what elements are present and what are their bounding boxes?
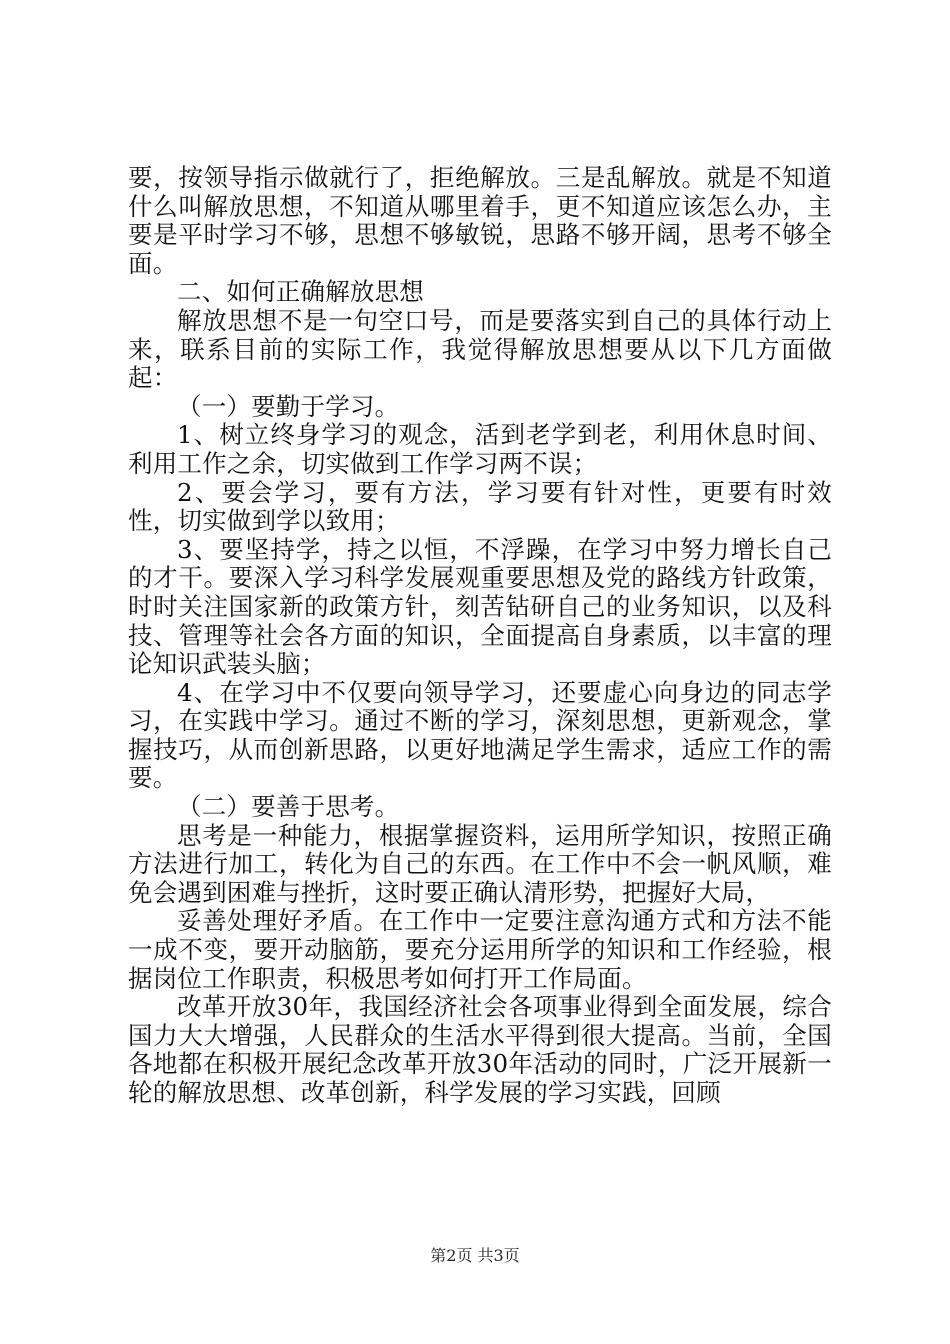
paragraph-1: 要，按领导指示做就行了，拒绝解放。三是乱解放。就是不知道什么叫解放思想，不知道从哪里着手，更不知道应该怎么办，主要是平时学习不够，思想不够敏锐，思路不够开阔，思考不够全面。 (128, 163, 832, 278)
paragraph-11: 妥善处理好矛盾。在工作中一定要注意沟通方式和方法不能一成不变，要开动脑筋，要充分运用所学的知识和工作经验，根据岗位工作职责，积极思考如何打开工作局面。 (128, 906, 832, 993)
paragraph-9-subheading: （二）要善于思考。 (177, 792, 400, 822)
paragraph-12: 改革开放30年，我国经济社会各项事业得到全面发展，综合国力大大增强，人民群众的生活水平得到很大提高。当前，全国各地都在积极开展纪念改革开放30年活动的同时，广泛开展新一轮的解放思想、改革创新，科学发展的学习实践，回顾 (128, 992, 832, 1107)
paragraph-4-subheading: （一）要勤于学习。 (177, 391, 400, 421)
paragraph-2-heading: 二、如何正确解放思想 (177, 277, 424, 307)
paragraph-10: 思考是一种能力，根据掌握资料，运用所学知识，按照正确方法进行加工，转化为自己的东西。在工作中不会一帆风顺，难免会遇到困难与挫折，这时要正确认清形势，把握好大局， (128, 820, 832, 907)
paragraph-6: 2、要会学习，要有方法，学习要有针对性，更要有时效性，切实做到学以致用； (128, 477, 832, 536)
paragraph-3: 解放思想不是一句空口号，而是要落实到自己的具体行动上来，联系目前的实际工作，我觉得解放思想要从以下几方面做起： (128, 305, 832, 393)
document-body (128, 164, 832, 1108)
page-footer: 第2页 共3页 (430, 1246, 520, 1265)
paragraph-5: 1、树立终身学习的观念，活到老学到老，利用休息时间、利用工作之余，切实做到工作学习两不误； (128, 420, 832, 478)
paragraph-8: 4、在学习中不仅要向领导学习，还要虚心向身边的同志学习，在实践中学习。通过不断的学习，深刻思想，更新观念，掌握技巧，从而创新思路，以更好地满足学生需求，适应工作的需要。 (128, 677, 832, 793)
paragraph-7: 3、要坚持学，持之以恒，不浮躁，在学习中努力增长自己的才干。要深入学习科学发展观重要思想及党的路线方针政策，时时关注国家新的政策方针，刻苦钻研自己的业务知识，以及科技、管理等社会各方面的知识，全面提高自身素质，以丰富的理论知识武装头脑； (128, 534, 832, 679)
